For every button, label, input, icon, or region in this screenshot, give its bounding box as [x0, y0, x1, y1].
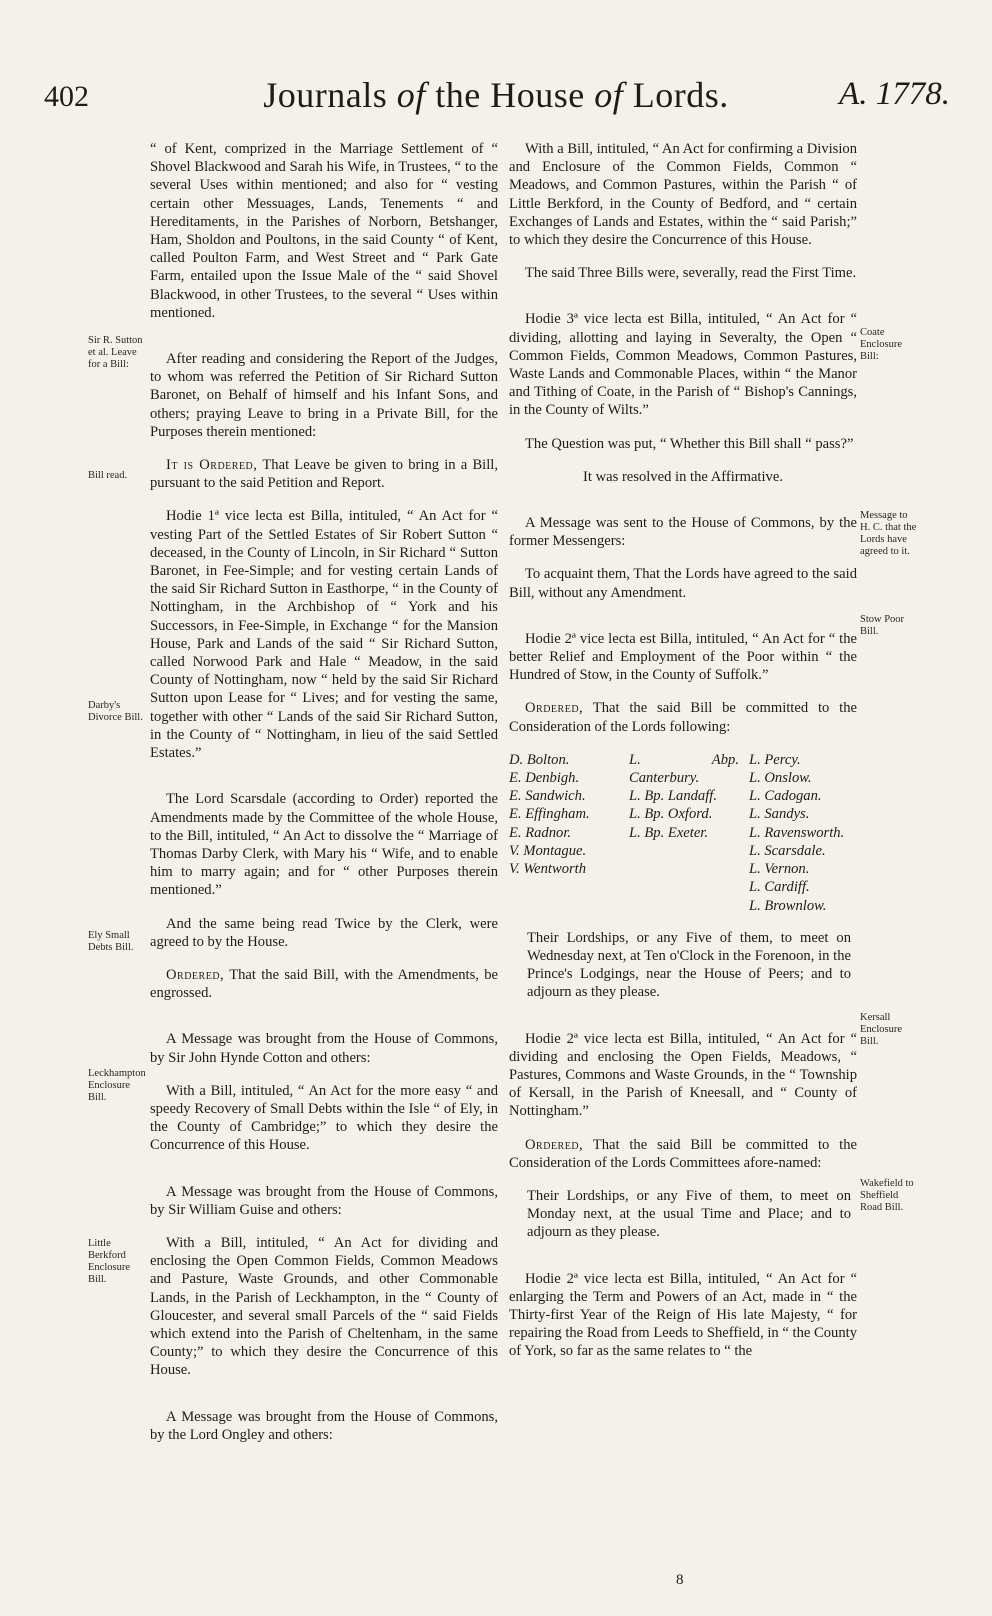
page-number: 402	[44, 80, 89, 113]
paragraph: With a Bill, intituled, “ An Act for confirming a Division and Enclosure of the Common Fields, Common “ Meadows, and Common Pastures, within the Parish “ of Little Berkford, in the County of Bedford, and “ certain Exchanges of Lands and Estates, within the “ said Parish;” to which they desire the Concurrence of this House.	[509, 141, 857, 249]
year-heading: A. 1778.	[839, 76, 950, 112]
paragraph: A Message was brought from the House of Commons, by Sir John Hynde Cotton and others:	[150, 1031, 498, 1066]
margin-note: Stow Poor Bill.	[860, 614, 905, 637]
left-column	[150, 140, 498, 1459]
lord-name: L. Scarsdale.	[748, 842, 826, 859]
lord-name: V. Wentworth	[509, 861, 587, 878]
lord-name: L. Cardiff.	[748, 879, 810, 896]
paragraph: The Question was put, “ Whether this Bill shall “ pass?”	[525, 435, 854, 452]
margin-note: Wakefield to Sheffield Road Bill.	[860, 1178, 914, 1213]
margin-note: Kersall Enclosure Bill.	[860, 1012, 902, 1047]
lord-name: L. Percy.	[748, 751, 801, 768]
paragraph: Hodie 3ª vice lecta est Billa, intituled, “ An Act for “ dividing, allotting and laying in Severalty, the Open “ Common Fields, Common Meadows, Common Pastures, Waste Lands and Commonable Places, within “ the Manor and Tithing of Coate, in the Parish of “ Bishop's Cannings, in the County of Wilts.”	[509, 311, 857, 419]
paragraph: A Message was brought from the House of Commons, by the Lord Ongley and others:	[150, 1408, 498, 1443]
paragraph: It was resolved in the Affirmative.	[583, 468, 783, 485]
paragraph: With a Bill, intituled, “ An Act for dividing and enclosing the Open Common Fields, Common Meadows and Pasture, Waste Grounds, and other Commonable Lands, in the Parish of Leckhampton, in the “ County of Gloucester, and several small Parcels of the “ said Fields which extend into the Parish of Cheltenham, in the same County;” to which they desire the Concurrence of this House.	[150, 1234, 498, 1379]
paragraph: And the same being read Twice by the Clerk, were agreed to by the House.	[150, 915, 498, 950]
lords-list	[509, 751, 857, 915]
paragraph: Their Lordships, or any Five of them, to meet on Monday next, at the usual Time and Place; and to adjourn as they please.	[527, 1187, 851, 1241]
lord-name: D. Bolton.	[509, 751, 570, 768]
paragraph: The said Three Bills were, severally, read the First Time.	[525, 265, 857, 282]
order-paragraph: Ordered, That the said Bill be committed to the Consideration of the Lords following:	[509, 700, 857, 735]
paragraph: “ of Kent, comprized in the Marriage Settlement of “ Shovel Blackwood and Sarah his Wife, in Trustees, “ to the several Uses within mentioned; and also for “ vesting certain other Messuages, Lands, Tenements “ and Hereditaments, in the Parishes of Norborn, Betshanger, Ham, Sholdon and Poultons, in the said County “ of Kent, called Poulton Farm, and West Street and “ Park Gate Farm, entailed upon the Issue Male of the “ said Shovel Blackwood, in other Trustees, to the several “ Uses within mentioned.	[150, 141, 498, 321]
lord-name: E. Radnor.	[509, 824, 572, 841]
paragraph: A Message was sent to the House of Commons, by the former Messengers:	[509, 515, 857, 550]
order-paragraph: Ordered, That the said Bill, with the Amendments, be engrossed.	[150, 966, 498, 1002]
margin-note: Darby's Divorce Bill.	[88, 700, 143, 723]
lord-name: E. Sandwich.	[509, 788, 586, 805]
signature-mark: 8	[676, 1572, 684, 1588]
order-paragraph: It is Ordered, That Leave be given to bring in a Bill, pursuant to the said Petition and Report.	[150, 457, 498, 492]
margin-note: Coate Enclosure Bill:	[860, 327, 902, 362]
order-paragraph: Ordered, That the said Bill be committed to the Consideration of the Lords Committees afore-named:	[509, 1136, 857, 1171]
page-header	[40, 70, 952, 130]
paragraph: With a Bill, intituled, “ An Act for the more easy “ and speedy Recovery of Small Debts within the Isle “ of Ely, in the County of Cambridge;” to which they desire the Concurrence of this House.	[150, 1082, 498, 1154]
lord-name: L. Vernon.	[748, 861, 810, 878]
lords-column	[629, 751, 739, 915]
paragraph: Hodie 2ª vice lecta est Billa, intituled, “ An Act for “ the better Relief and Employment of the Poor within “ the Hundred of Stow, in the County of Suffolk.”	[509, 630, 857, 684]
lord-name: L. Bp. Oxford.	[628, 806, 713, 823]
journal-title: Journals of the House of Lords.	[263, 75, 729, 115]
lord-name: L. Brownlow.	[748, 897, 827, 914]
lord-name: L. Sandys.	[748, 806, 810, 823]
margin-note: Ely Small Debts Bill.	[88, 930, 134, 953]
paragraph: Hodie 1ª vice lecta est Billa, intituled, “ An Act for “ vesting Part of the Settled Estates of Sir Robert Sutton “ deceased, in the County of Lincoln, in Sir Richard “ Sutton Baronet, in Fee-Simple; and for vesting certain Lands of the said Sir Richard Sutton in Easthorpe, “ in the County of Nottingham, in the Archbishop of “ York and his Successors, in Fee-Simple, in Exchange “ for the Mansion House, Park and Lands of the said “ Sir Richard Sutton, called Norwood Park and Hale “ Meadow, in the said County of Nottingham, now “ held by the said Sir Richard Sutton upon Lease for “ Lives; and for vesting the same, together with other “ Lands of the said Sir Richard Sutton, in the County of “ Nottingham, in lieu of the said Settled Estates.”	[150, 508, 498, 762]
lord-name: L. Cadogan.	[748, 788, 822, 805]
margin-note: Leckhampton Enclosure Bill.	[88, 1068, 146, 1103]
margin-note: Sir R. Sutton et al. Leave for a Bill:	[88, 335, 143, 370]
lord-name: V. Montague.	[509, 842, 587, 859]
paragraph: To acquaint them, That the Lords have agreed to the said Bill, without any Amendment.	[509, 566, 857, 601]
lord-name: L. Bp. Landaff.	[628, 788, 717, 805]
lord-name: L. Abp. Canterbury.	[628, 751, 739, 787]
paragraph: Hodie 2ª vice lecta est Billa, intituled, “ An Act for “ dividing and enclosing the Open Fields, Meadows, “ Pastures, Commons and Waste Grounds, in the “ Township of Kersall, in the Parish of Kneesall, and “ County of Nottingham.”	[509, 1030, 857, 1120]
lord-name: E. Effingham.	[509, 806, 590, 823]
margin-note: Bill read.	[88, 470, 128, 481]
margin-note: Little Berkford Enclosure Bill.	[88, 1238, 130, 1285]
right-column	[509, 140, 857, 1376]
paragraph: Hodie 2ª vice lecta est Billa, intituled, “ An Act for “ enlarging the Term and Powers of an Act, made in “ the Thirty-first Year of the Reign of His late Majesty, “ for repairing the Road from Leeds to Sheffield, in “ the County of York, so far as the same relates to “ the	[509, 1270, 857, 1360]
paragraph: After reading and considering the Report of the Judges, to whom was referred the Petition of Sir Richard Sutton Baronet, on Behalf of himself and his Infant Sons, and others; praying Leave to bring in a Private Bill, for the Purposes therein mentioned:	[150, 351, 498, 440]
lord-name: L. Bp. Exeter.	[628, 824, 709, 841]
paragraph: Their Lordships, or any Five of them, to meet on Wednesday next, at Ten o'Clock in the Forenoon, in the Prince's Lodgings, near the House of Peers; and to adjourn as they please.	[527, 929, 851, 1001]
lord-name: E. Denbigh.	[509, 770, 580, 787]
lords-column	[749, 751, 857, 915]
paragraph: A Message was brought from the House of Commons, by Sir William Guise and others:	[150, 1183, 498, 1218]
margin-note: Message to H. C. that the Lords have agreed to it.	[860, 510, 917, 557]
paragraph: The Lord Scarsdale (according to Order) reported the Amendments made by the Committee of the whole House, to the Bill, intituled, “ An Act to dissolve the “ Marriage of Thomas Darby Clerk, with Mary his “ Wife, and to enable him to marry again; and for “ other Purposes therein mentioned.”	[150, 791, 498, 899]
lord-name: L. Onslow.	[748, 770, 812, 787]
lords-column	[509, 751, 619, 915]
lord-name: L. Ravensworth.	[748, 824, 845, 841]
